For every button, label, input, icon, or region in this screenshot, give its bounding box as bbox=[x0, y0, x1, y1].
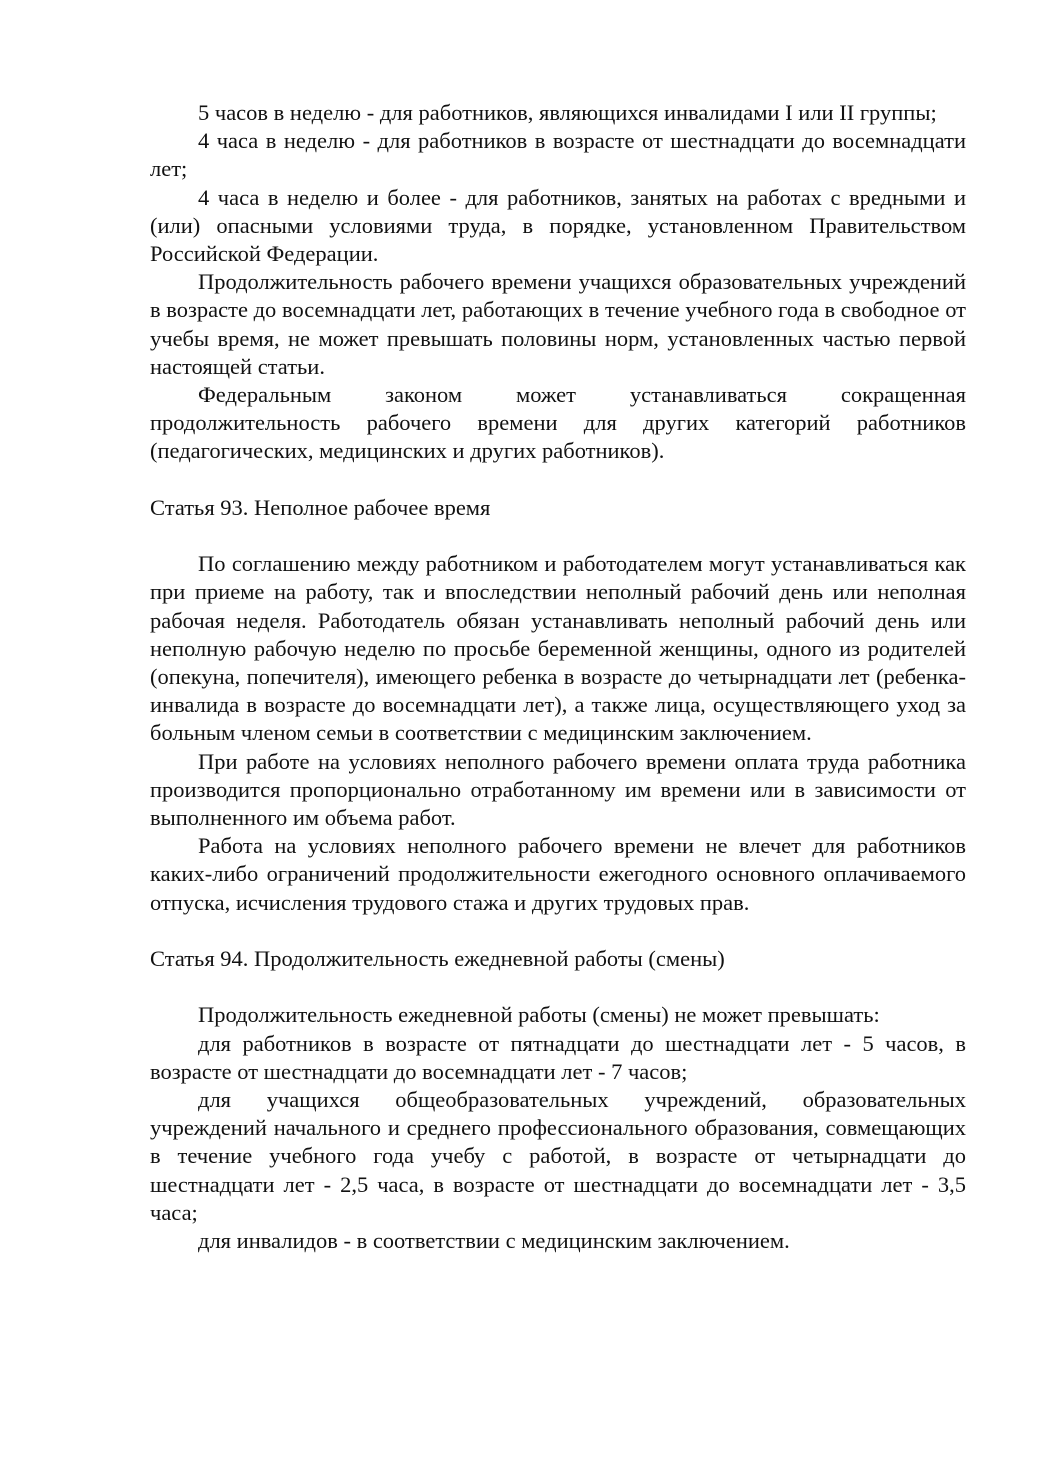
spacer bbox=[150, 917, 966, 945]
spacer bbox=[150, 973, 966, 1001]
article-93-paragraph-3: Работа на условиях неполного рабочего времени не влечет для работников каких-либо ограничений продолжительности ежегодного основного оплачиваемого отпуска, исчисления трудового стажа и других трудовых прав. bbox=[150, 833, 966, 915]
spacer bbox=[150, 522, 966, 550]
article-93-paragraph-1: По соглашению между работником и работодателем могут устанавливаться как при приеме на работу, так и впоследствии неполный рабочий день или неполная рабочая неделя. Работодатель обязан устанавливать неполный рабочий день или неполную рабочую неделю по просьбе беременной женщины, одного из родителей (опекуна, попечителя), имеющего ребенка в возрасте до четырнадцати лет (ребенка-инвалида в возрасте до восемнадцати лет), а также лица, осуществляющего уход за больным членом семьи в соответствии с медицинским заключением. bbox=[150, 551, 966, 746]
article-94-paragraph-4: для инвалидов - в соответствии с медицинским заключением. bbox=[198, 1228, 790, 1254]
article-93-paragraph-2: При работе на условиях неполного рабочего времени оплата труда работника производится пропорционально отработанному им времени или в зависимости от выполненного им объема работ. bbox=[150, 748, 966, 831]
paragraph-students-hours: Продолжительность рабочего времени учащихся образовательных учреждений в возрасте до восемнадцати лет, работающих в течение учебного года в свободное от учебы время, не может превышать половины норм, установленных частью первой настоящей статьи. bbox=[150, 269, 966, 379]
spacer bbox=[150, 466, 966, 494]
article-94-title: Статья 94. Продолжительность ежедневной работы (смены) bbox=[150, 946, 725, 972]
paragraph-minors-16-18: 4 часа в неделю - для работников в возрасте от шестнадцати до восемнадцати лет; bbox=[150, 128, 966, 182]
article-93-title: Статья 93. Неполное рабочее время bbox=[150, 494, 491, 520]
paragraph-federal-law: Федеральным законом может устанавливаться сокращенная продолжительность рабочего времени для других категорий работников (педагогических, медицинских и других работников). bbox=[150, 382, 966, 464]
article-94-paragraph-1: Продолжительность ежедневной работы (смены) не может превышать: bbox=[198, 1002, 880, 1028]
paragraph-disabled-workers: 5 часов в неделю - для работников, являющихся инвалидами I или II группы; bbox=[198, 100, 937, 125]
article-94-paragraph-2: для работников в возрасте от пятнадцати до шестнадцати лет - 5 часов, в возрасте от шестнадцати до восемнадцати лет - 7 часов; bbox=[150, 1030, 966, 1084]
document-page bbox=[150, 99, 966, 1255]
paragraph-hazardous-work: 4 часа в неделю и более - для работников, занятых на работах с вредными и (или) опасными условиями труда, в порядке, установленном Правительством Российской Федерации. bbox=[150, 184, 966, 267]
article-94-paragraph-3: для учащихся общеобразовательных учреждений, образовательных учреждений начального и среднего профессионального образования, совмещающих в течение учебного года учебу с работой, в возрасте от четырнадцати до шестнадцати лет - 2,5 часа, в возрасте от шестнадцати до восемнадцати лет - 3,5 часа; bbox=[150, 1087, 966, 1225]
